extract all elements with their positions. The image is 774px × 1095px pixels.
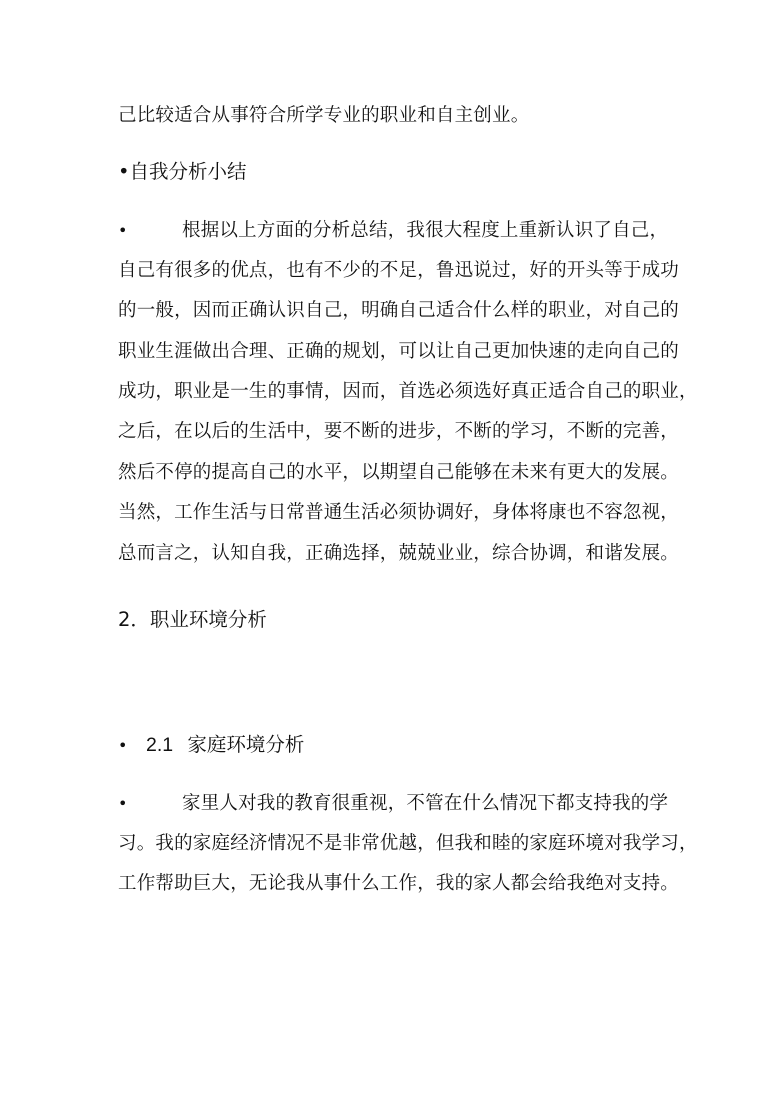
paragraph-line: 工作帮助巨大，无论我从事什么工作，我的家人都会给我绝对支持。 bbox=[118, 873, 680, 894]
subsection-title: 家庭环境分析 bbox=[187, 733, 305, 756]
bullet: • bbox=[118, 736, 128, 755]
subsection-number: 2.1 bbox=[146, 734, 174, 756]
paragraph-line: 然后不停的提高自己的水平，以期望自己能够在未来有更大的发展。 bbox=[118, 462, 680, 483]
career-environment-heading: 2．职业环境分析 bbox=[118, 608, 267, 631]
bullet: • bbox=[118, 794, 128, 813]
paragraph-line: 成功，职业是一生的事情，因而，首选必须选好真正适合自己的职业， bbox=[118, 381, 698, 402]
paragraph-line: 根据以上方面的分析总结，我很大程度上重新认识了自己， bbox=[182, 220, 669, 241]
intro-line: 己比较适合从事符合所学专业的职业和自主创业。 bbox=[118, 105, 530, 126]
paragraph-line: 职业生涯做出合理、正确的规划，可以让自己更加快速的走向自己的 bbox=[118, 341, 680, 362]
paragraph-line: 当然，工作生活与日常普通生活必须协调好，身体将康也不容忽视， bbox=[118, 502, 680, 523]
paragraph-line: 自己有很多的优点，也有不少的不足，鲁迅说过，好的开头等于成功 bbox=[118, 260, 680, 281]
bullet: • bbox=[118, 221, 128, 240]
paragraph-line: 家里人对我的教育很重视，不管在什么情况下都支持我的学 bbox=[182, 793, 669, 814]
paragraph-line: 总而言之，认知自我，正确选择，兢兢业业，综合协调，和谐发展。 bbox=[118, 543, 680, 564]
paragraph-line: 习。我的家庭经济情况不是非常优越，但我和睦的家庭环境对我学习， bbox=[118, 833, 698, 854]
self-analysis-summary-heading: •自我分析小结 bbox=[118, 160, 247, 183]
paragraph-line: 之后，在以后的生活中，要不断的进步，不断的学习，不断的完善， bbox=[118, 421, 680, 442]
family-environment-heading bbox=[146, 731, 304, 759]
paragraph-line: 的一般，因而正确认识自己，明确自己适合什么样的职业，对自己的 bbox=[118, 300, 680, 321]
